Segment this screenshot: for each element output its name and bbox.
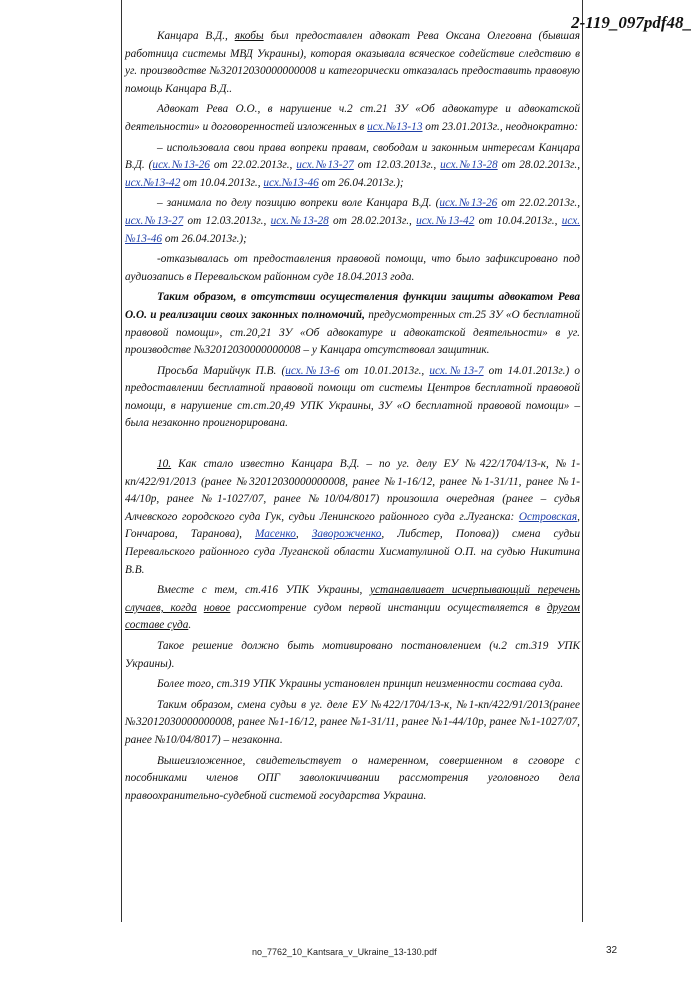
reference-link[interactable]: исх.№13-26 — [152, 159, 210, 172]
paragraph-2 — [125, 101, 580, 136]
text-span: Канцара В.Д., — [157, 30, 228, 42]
reference-link[interactable]: исх.№13-13 — [367, 120, 423, 133]
text-span-underlined: другом составе суда — [125, 601, 581, 632]
paragraph-11 — [125, 676, 580, 694]
reference-link[interactable]: исх.№13-27 — [296, 159, 354, 172]
paragraph-10 — [125, 638, 580, 673]
paragraph-1 — [125, 28, 580, 98]
right-margin-rule — [582, 0, 583, 922]
text-span: от 28.02.2013г., — [328, 214, 417, 227]
reference-link[interactable]: исх.№13-28 — [270, 214, 329, 227]
text-span: от 22.02.2013г., — [209, 159, 297, 172]
left-margin-rule — [121, 0, 122, 922]
text-span: от 10.04.2013г., — [474, 214, 562, 227]
text-span: от 26.04.2013г.); — [162, 232, 247, 245]
text-span: Вышеизложенное, свидетельствует о намеренном, совершенном в сговоре с пособниками членов ОПГ заволокичивании рассмотрения уголовного дела правоохранительно-судебной системой государства Украина. — [125, 754, 580, 802]
document-id-header: 2-119_097pdf48_ — [571, 13, 692, 32]
text-span: предусмотренных ст.25 ЗУ «О бесплатной правовой помощи», ст.20,21 ЗУ «Об адвокатуре и адвокатской деятельности» в уг. производстве №32012030000000008 – у Канцара отсутствовал защитник. — [125, 308, 581, 357]
text-span: от 12.03.2013г., — [183, 214, 271, 227]
reference-link[interactable]: исх.№13-42 — [125, 176, 181, 189]
text-span-underlined: якобы — [234, 30, 264, 42]
text-span: рассмотрение судом первой инстанции осуществляется в — [230, 601, 547, 614]
text-span: -отказывалась от предоставления правовой помощи, что было зафиксировано под аудиозапись в Перевальском районном суде 18.04.2013 года. — [125, 253, 580, 283]
reference-link[interactable]: исх.№13-27 — [125, 214, 184, 227]
text-span-underlined: устанавливает исчерпывающий перечень случаев, когда — [125, 584, 580, 614]
text-span: , Гончарова, Таранова), — [125, 510, 580, 541]
text-span: от 23.01.2013г., неоднократно: — [422, 120, 579, 133]
page-number: 32 — [606, 945, 618, 956]
document-body — [125, 28, 580, 808]
text-span: был предоставлен адвокат Рева Оксана Олеговна (бывшая работница системы МВД Украины), которая оказывала всяческое содействие следствию в уг. производстве №32012030000000008 и категорически отказалась предоставить правовую помощь Канцара В.Д.. — [125, 30, 580, 95]
text-span: Вместе с тем, ст.416 УПК Украины, — [157, 584, 370, 597]
item-number: 10. — [157, 458, 172, 471]
text-span — [197, 602, 204, 614]
paragraph-3 — [125, 140, 580, 193]
paragraph-7 — [125, 363, 580, 433]
text-span-underlined: новое — [203, 601, 231, 614]
reference-link[interactable]: исх.№13-42 — [416, 214, 475, 227]
text-span: Адвокат Рева О.О., в нарушение ч.2 ст.21 ЗУ «Об адвокатуре и адвокатской деятельности» и договоренностей изложенных в — [125, 103, 580, 133]
text-span: от 10.04.2013г., — [180, 176, 264, 189]
footer-filename: no_7762_10_Kantsara_v_Ukraine_13-130.pdf — [252, 947, 437, 957]
text-span: от 26.04.2013г.); — [318, 176, 404, 189]
text-span: Такое решение должно быть мотивировано постановлением (ч.2 ст.319 УПК Украины). — [125, 640, 580, 670]
text-span: от 14.01.2013г.) о предоставлении бесплатной правовой помощи от системы Центров бесплатной правовой помощи, в нарушение ст.ст.20,49 УПК Украины, ЗУ «О бесплатной правовой помощи» – была незаконно проигнорирована. — [125, 364, 580, 430]
text-span: от 22.02.2013г., — [497, 197, 581, 210]
text-span: – занимала по делу позицию вопреки воле Канцара В.Д. ( — [157, 197, 440, 210]
reference-link[interactable]: исх.№13-6 — [285, 364, 340, 377]
paragraph-12 — [125, 697, 580, 750]
text-span: от 12.03.2013г., — [353, 159, 441, 172]
text-span: – использовала свои права вопреки правам, свободам и законным интересам Канцара В.Д. ( — [125, 141, 580, 172]
judge-name-link[interactable]: Заворожченко — [311, 528, 382, 541]
paragraph-8 — [125, 456, 580, 579]
judge-name-link[interactable]: Масенко — [255, 528, 296, 541]
paragraph-5 — [125, 251, 580, 286]
paragraph-gap — [125, 436, 580, 456]
text-span: . — [188, 619, 192, 632]
reference-link[interactable]: исх.№13-46 — [263, 176, 319, 189]
text-span: от 10.01.2013г., — [339, 364, 430, 377]
text-span: , Либстер, Попова)) смена судьи Перевальского районного суда Луганской области Хисматулиной О.П. на судью Никитина В.В. — [125, 528, 580, 576]
judge-name-link[interactable]: Островская — [518, 510, 578, 523]
reference-link[interactable]: исх.№13-26 — [439, 197, 498, 210]
text-span-bold: Таким образом, в отсутствии осуществления функции защиты адвокатом Рева О.О. и реализации своих законных полномочий, — [125, 291, 580, 321]
paragraph-13 — [125, 753, 580, 806]
reference-link[interactable]: исх.№13-46 — [125, 214, 581, 245]
reference-link[interactable]: исх.№13-28 — [440, 159, 498, 172]
paragraph-4 — [125, 195, 580, 248]
text-span: от 28.02.2013г., — [497, 159, 581, 172]
text-span: , — [295, 528, 312, 541]
paragraph-6 — [125, 289, 580, 359]
paragraph-9 — [125, 582, 580, 635]
text-span: Таким образом, смена судьи в уг. деле ЕУ №422/1704/13-к, №1-кп/422/91/2013(ранее №32012030000000008, ранее №1-16/12, ранее №1-31/11, ранее №1-44/10р, ранее №1-1027/07, ранее №10/04/8017) – незаконна. — [125, 698, 580, 746]
reference-link[interactable]: исх.№13-7 — [429, 364, 484, 377]
text-span: Более того, ст.319 УПК Украины установлен принцип неизменности состава суда. — [157, 678, 564, 691]
text-span: Как стало известно Канцара В.Д. – по уг. делу ЕУ №422/1704/13-к, №1-кп/422/91/2013 (ранее №32012030000000008, ранее №1-16/12, ранее №1-31/11, ранее №1-44/10р, ранее №1-1027/07, ранее №10/04/8017) произошла очередная (ранее – судья Алчевского городского суда Гук, судьи Ленинского районного суда г.Луганска: — [125, 458, 580, 523]
text-span: Просьба Марийчук П.В. ( — [157, 364, 286, 377]
